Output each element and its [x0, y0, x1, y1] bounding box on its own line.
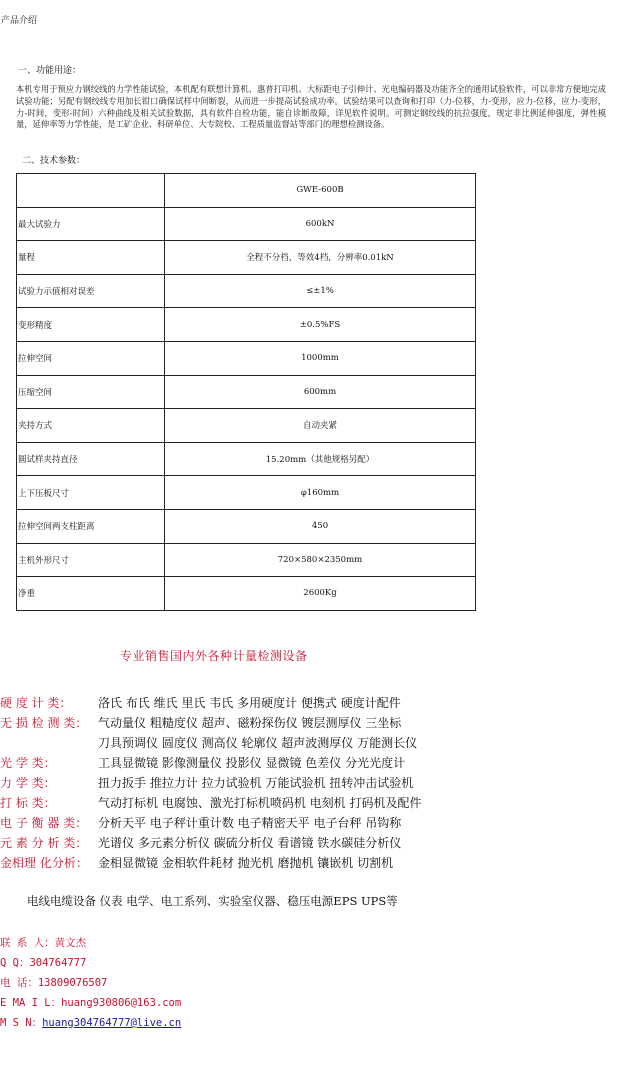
- category-label: 打 标 类：: [0, 796, 56, 810]
- spec-key: 拉伸空间: [17, 341, 165, 375]
- spec-key: 压缩空间: [17, 375, 165, 409]
- category-row: [0, 833, 401, 853]
- category-row: [0, 773, 413, 793]
- contact-row: [0, 975, 107, 990]
- category-label: 无 损 检 测 类：: [0, 716, 88, 730]
- section-title-usage: 一、功能用途：: [18, 66, 82, 76]
- spec-key: 上下压板尺寸: [17, 476, 165, 510]
- table-row: [17, 308, 476, 342]
- table-row: [17, 375, 476, 409]
- contact-row: [0, 995, 181, 1010]
- category-label: 元 素 分 析 类：: [0, 836, 88, 850]
- category-row: [0, 733, 417, 753]
- spec-key: 主机外形尺寸: [17, 543, 165, 577]
- spec-value: 全程不分档，等效4档，分辨率0.01kN: [165, 241, 476, 275]
- spec-table: [16, 173, 476, 611]
- table-row: [17, 543, 476, 577]
- table-row: [17, 509, 476, 543]
- contact-row: [0, 1015, 181, 1030]
- category-label: 金相理 化分析：: [0, 856, 88, 870]
- spec-value: 720×580×2350mm: [165, 543, 476, 577]
- category-items: 工具显微镜 影像测量仪 投影仪 显微镜 色差仪 分光光度计: [98, 756, 406, 770]
- spec-key: 量程: [17, 241, 165, 275]
- table-row: [17, 274, 476, 308]
- contact-row: [0, 955, 86, 970]
- table-row: [17, 577, 476, 611]
- spec-value: φ160mm: [165, 476, 476, 510]
- sales-slogan: 专业销售国内外各种计量检测设备: [120, 649, 308, 663]
- spec-key: 圆试样夹持直径: [17, 442, 165, 476]
- other-products-line: 电线电缆设备 仪表 电学、电工系列、实验室仪器、稳压电源EPS UPS等: [27, 894, 398, 908]
- category-items: 光谱仪 多元素分析仪 碳硫分析仪 看谱镜 铁水碳硅分析仪: [98, 836, 402, 850]
- contact-label: M S N：: [0, 1017, 43, 1029]
- spec-key: 净重: [17, 577, 165, 611]
- contact-label: 联 系 人：: [0, 937, 55, 949]
- spec-key: 变形精度: [17, 308, 165, 342]
- table-row: [17, 341, 476, 375]
- category-label: 电 子 衡 器 类：: [0, 816, 88, 830]
- spec-key: 试验力示值相对误差: [17, 274, 165, 308]
- table-row: [17, 409, 476, 443]
- spec-value: 15.20mm（其他规格另配）: [165, 442, 476, 476]
- spec-value: 450: [165, 509, 476, 543]
- category-row: [0, 793, 421, 813]
- category-items: 气动打标机 电腐蚀、激光打标机喷码机 电刻机 打码机及配件: [98, 796, 422, 810]
- table-row: [17, 476, 476, 510]
- spec-value: GWE-600B: [165, 174, 476, 208]
- contact-label: 电 话：: [0, 977, 38, 989]
- category-row: [0, 853, 393, 873]
- table-row: [17, 241, 476, 275]
- table-row: [17, 207, 476, 241]
- msn-link[interactable]: huang304764777@live.cn: [42, 1017, 182, 1029]
- category-label: 硬 度 计 类：: [0, 696, 72, 710]
- spec-value: ±0.5%FS: [165, 308, 476, 342]
- category-items: 洛氏 布氏 维氏 里氏 韦氏 多用硬度计 便携式 硬度计配件: [98, 696, 401, 710]
- spec-value: 2600Kg: [165, 577, 476, 611]
- contact-label: Q Q：: [0, 957, 30, 969]
- spec-value: 自动夹紧: [165, 409, 476, 443]
- page-heading: 产品介绍: [1, 16, 38, 26]
- category-row: [0, 753, 405, 773]
- table-row: [17, 174, 476, 208]
- spec-value: 600kN: [165, 207, 476, 241]
- contact-value: 304764777: [29, 957, 87, 969]
- spec-key: 最大试验力: [17, 207, 165, 241]
- category-label: 光 学 类：: [0, 756, 56, 770]
- contact-value: huang930806@163.com: [61, 997, 182, 1009]
- table-row: [17, 442, 476, 476]
- spec-key: [17, 174, 165, 208]
- category-items: 气动量仪 粗糙度仪 超声、磁粉探伤仪 镀层测厚仪 三坐标: [98, 716, 402, 730]
- category-items: 金相显微镜 金相软件耗材 抛光机 磨抛机 镶嵌机 切割机: [98, 856, 394, 870]
- category-items: 刀具预调仪 圆度仪 测高仪 轮廓仪 超声波测厚仪 万能测长仪: [98, 736, 418, 750]
- category-row: [0, 713, 401, 733]
- contact-label: E MA I L：: [0, 997, 62, 1009]
- spec-value: ≤±1%: [165, 274, 476, 308]
- spec-key: 夹持方式: [17, 409, 165, 443]
- spec-key: 拉伸空间两支柱距离: [17, 509, 165, 543]
- category-label: 力 学 类：: [0, 776, 56, 790]
- contact-value: 13809076507: [37, 977, 108, 989]
- contact-value: 黄文杰: [54, 937, 87, 949]
- spec-value: 600mm: [165, 375, 476, 409]
- section-title-specs: 二、技术参数：: [22, 156, 86, 166]
- category-items: 扭力扳手 推拉力计 拉力试验机 万能试验机 扭转冲击试验机: [98, 776, 414, 790]
- contact-row: [0, 935, 86, 950]
- category-row: [0, 693, 401, 713]
- category-items: 分析天平 电子秤计重计数 电子精密天平 电子台秤 吊钩称: [98, 816, 402, 830]
- category-row: [0, 813, 401, 833]
- spec-value: 1000mm: [165, 341, 476, 375]
- usage-description: 本机专用于预应力钢绞线的力学性能试验，本机配有联想计算机、惠普打印机、大标距电子引伸计、光电编码器及功能齐全的通用试验软件，可以非常方便地完成试验功能；另配有钢绞线专用加长钳口确保试样中间断裂，从而进一步提高试验成功率。试验结果可以查询和打印（力-位移，力-变形，应力-位移，应力-变形，力-时间，变形-时间）六种曲线及相关试验数据，具有软件自检功能，能自诊断故障，详见软件说明。可测定钢绞线的抗拉强度，规定非比例延伸强度，弹性模量，延伸率等力学性能，是工矿企业、科研单位、大专院校、工程质量监督站等部门的理想检测设备。: [16, 84, 606, 130]
